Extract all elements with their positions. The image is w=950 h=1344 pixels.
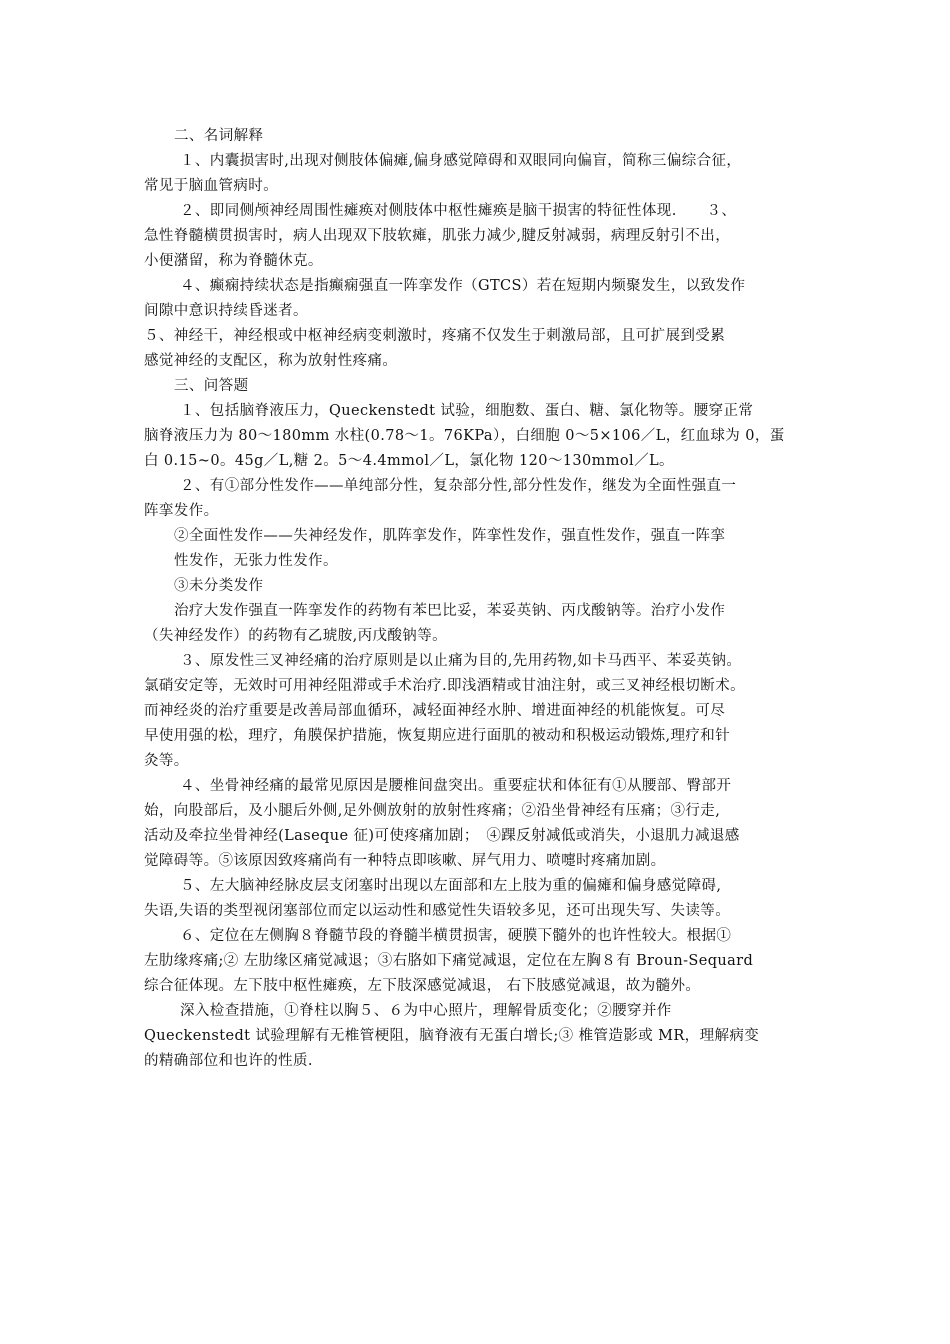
section-heading: 三、问答题 bbox=[174, 378, 249, 394]
text-line: ５、神经干，神经根或中枢神经病变刺激时，疼痛不仅发生于刺激局部，且可扩展到受累 bbox=[144, 328, 726, 344]
text-line: 的精确部位和也许的性质. bbox=[144, 1053, 313, 1069]
text-line: ２、即同侧颅神经周围性瘫痪对侧肢体中枢性瘫痪是脑干损害的特征性体现. ３、 bbox=[180, 203, 737, 219]
text-line: 急性脊髓横贯损害时，病人出现双下肢软瘫，肌张力减少,腱反射减弱，病理反射引不出， bbox=[144, 228, 731, 244]
text-line: ４、癫痫持续状态是指癫痫强直一阵挛发作（GTCS）若在短期内频聚发生，以致发作 bbox=[180, 278, 746, 294]
text-line: 深入检查措施，①脊柱以胸５、６为中心照片，理解骨质变化；②腰穿并作 bbox=[180, 1003, 672, 1019]
text-line: 脑脊液压力为 80～180mm 水柱(0.78～1。76KPa），白细胞 0～5×106／L，红血球为 0，蛋 bbox=[144, 428, 785, 444]
text-line: 失语,失语的类型视闭塞部位而定以运动性和感觉性失语较多见，还可出现失写、失读等。 bbox=[144, 903, 731, 919]
text-line: 小便潴留，称为脊髓休克。 bbox=[144, 253, 323, 269]
text-line: 综合征体现。左下肢中枢性瘫痪，左下肢深感觉减退， 右下肢感觉减退，故为髓外。 bbox=[144, 978, 701, 994]
text-line: ３、原发性三叉神经痛的治疗原则是以止痛为目的,先用药物,如卡马西平、苯妥英钠。 bbox=[180, 653, 742, 669]
text-line: 活动及牵拉坐骨神经(Laseque 征)可使疼痛加剧； ④踝反射减低或消失，小退肌力减退感 bbox=[144, 828, 740, 844]
text-line: ②全面性发作——失神经发作，肌阵挛发作，阵挛性发作，强直性发作，强直一阵挛 bbox=[174, 528, 726, 544]
text-line: 常见于脑血管病时。 bbox=[144, 178, 279, 194]
text-line: ６、定位在左侧胸８脊髓节段的脊髓半横贯损害，硬膜下髓外的也许性较大。根据① bbox=[180, 928, 732, 944]
text-line: 间隙中意识持续昏迷者。 bbox=[144, 303, 308, 319]
text-line: 性发作，无张力性发作。 bbox=[174, 553, 338, 569]
text-line: ５、左大脑神经脉皮层支闭塞时出现以左面部和左上肢为重的偏瘫和偏身感觉障碍, bbox=[180, 878, 722, 894]
text-line: 治疗大发作强直一阵挛发作的药物有苯巴比妥，苯妥英钠、丙戊酸钠等。治疗小发作 bbox=[174, 603, 726, 619]
text-line: 白 0.15~0。45g／L,糖 2。5～4.4mmol／L，氯化物 120～130mmol／L。 bbox=[144, 453, 674, 469]
section-heading: 二、名词解释 bbox=[174, 128, 264, 144]
text-line: 感觉神经的支配区，称为放射性疼痛。 bbox=[144, 353, 398, 369]
text-line: ２、有①部分性发作——单纯部分性，复杂部分性,部分性发作，继发为全面性强直一 bbox=[180, 478, 737, 494]
text-line: 阵挛发作。 bbox=[144, 503, 219, 519]
text-line: 始，向股部后，及小腿后外侧,足外侧放射的放射性疼痛；②沿坐骨神经有压痛；③行走, bbox=[144, 803, 721, 819]
document-body bbox=[144, 124, 810, 1074]
text-line: （失神经发作）的药物有乙琥胺,丙戊酸钠等。 bbox=[144, 628, 448, 644]
text-line: ③未分类发作 bbox=[174, 578, 264, 594]
text-line: Queckenstedt 试验理解有无椎管梗阻，脑脊液有无蛋白增长;③ 椎管造影或 MR，理解病变 bbox=[144, 1028, 760, 1044]
text-line: ４、坐骨神经痛的最常见原因是腰椎间盘突出。重要症状和体征有①从腰部、臀部开 bbox=[180, 778, 732, 794]
text-line: 觉障碍等。⑤该原因致疼痛尚有一种特点即咳嗽、屏气用力、喷嚏时疼痛加剧。 bbox=[144, 853, 666, 869]
text-line: 氯硝安定等，无效时可用神经阻滞或手术治疗.即浅酒精或甘油注射，或三叉神经根切断术。 bbox=[144, 678, 746, 694]
text-line: 而神经炎的治疗重要是改善局部血循环，减轻面神经水肿、增进面神经的机能恢复。可尽 bbox=[144, 703, 726, 719]
text-line: 灸等。 bbox=[144, 753, 189, 769]
text-line: 左肋缘疼痛;② 左肋缘区痛觉减退；③右胳如下痛觉减退，定位在左胸８有 Broun-Sequard bbox=[144, 953, 754, 969]
text-line: １、包括脑脊液压力，Queckenstedt 试验，细胞数、蛋白、糖、氯化物等。腰穿正常 bbox=[180, 403, 754, 419]
text-line: １、内囊损害时,出现对侧肢体偏瘫,偏身感觉障碍和双眼同向偏盲，简称三偏综合征， bbox=[180, 153, 742, 169]
text-line: 早使用强的松，理疗，角膜保护措施，恢复期应进行面肌的被动和积极运动锻炼,理疗和针 bbox=[144, 728, 731, 744]
